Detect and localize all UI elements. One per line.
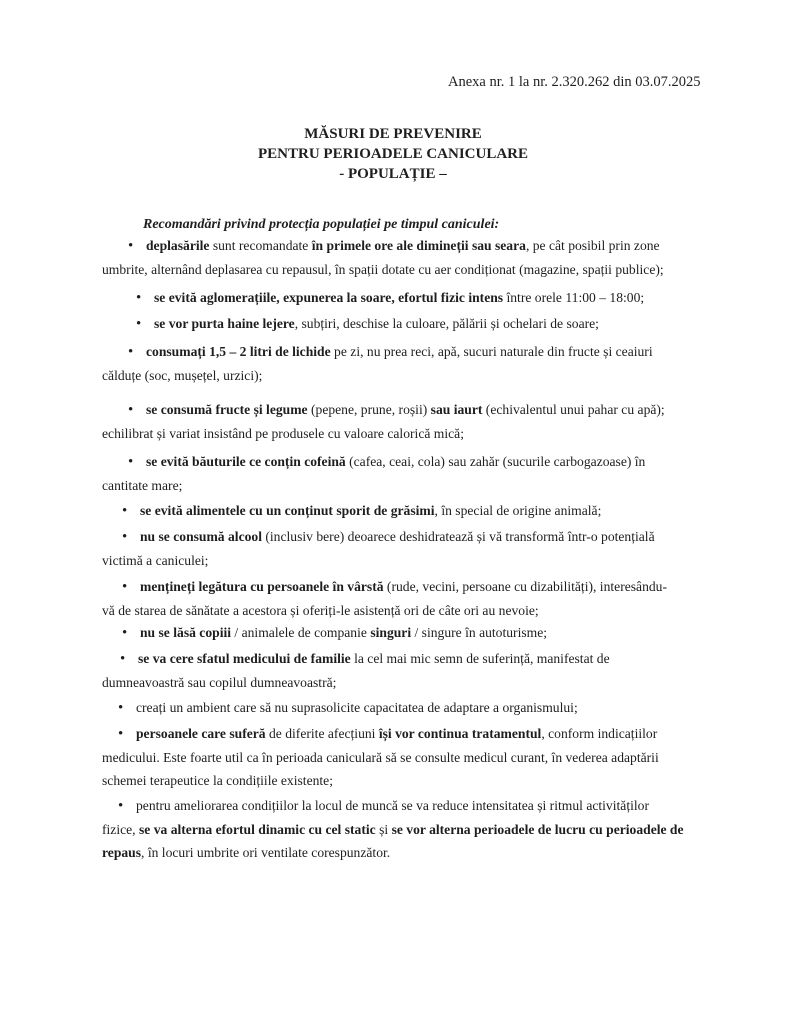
item-line — [0, 841, 684, 864]
recommendation-item — [0, 696, 578, 720]
recommendation-item — [0, 525, 655, 572]
text: umbrite, alternând deplasarea cu repausul, în spații dotate cu aer condiționat (magazine, spații publice); — [102, 262, 664, 277]
bold-text: singuri — [370, 625, 412, 640]
bullet-icon: • — [136, 316, 142, 332]
recommendation-item — [0, 234, 664, 281]
title-line-3: - POPULAȚIE – — [339, 166, 447, 182]
item-line — [0, 794, 684, 818]
bullet-icon: • — [128, 454, 134, 470]
annex-reference: Anexa nr. 1 la nr. 2.320.262 din 03.07.2025 — [448, 74, 701, 90]
bullet-icon: • — [122, 503, 128, 519]
item-line — [0, 671, 610, 694]
recommendation-item — [0, 722, 659, 792]
bold-text: sau iaurt — [430, 402, 483, 417]
text: (pepene, prune, roșii) — [307, 402, 431, 417]
intro-heading: Recomandări privind protecția populației pe timpul caniculei: — [143, 217, 500, 232]
text: , conform indicațiilor — [541, 726, 658, 741]
recommendation-item — [0, 647, 610, 694]
recommendation-item — [0, 312, 599, 336]
text: sunt recomandate — [209, 238, 312, 253]
recommendation-item — [0, 794, 684, 864]
text: / singure în autoturisme; — [411, 625, 548, 640]
recommendation-item — [0, 398, 665, 445]
text: și — [375, 822, 392, 837]
bullet-icon: • — [128, 402, 134, 418]
text: vă de starea de sănătate a acestora și oferiți-le asistență ori de câte ori au nevoie; — [102, 603, 539, 618]
text: / animalele de companie — [231, 625, 371, 640]
item-line — [0, 769, 659, 792]
text: , în special de origine animală; — [434, 503, 602, 518]
bullet-icon: • — [118, 700, 124, 716]
text: , pe cât posibil prin zone — [525, 238, 660, 253]
bold-text: persoanele care suferă — [136, 726, 266, 741]
text: medicului. Este foarte util ca în perioada caniculară să se consulte medicul curant, în vederea adaptării — [102, 750, 659, 765]
item-line — [0, 286, 644, 310]
recommendation-item — [0, 286, 644, 310]
item-line — [0, 575, 667, 599]
item-line — [0, 621, 547, 645]
bullet-icon: • — [122, 625, 128, 641]
item-line — [0, 746, 659, 769]
text: fizice, — [102, 822, 139, 837]
text: dumneavoastră sau copilul dumneavoastră; — [102, 675, 337, 690]
bullet-icon: • — [122, 579, 128, 595]
bold-text: se consumă fructe și legume — [146, 402, 308, 417]
title-line-2: PENTRU PERIOADELE CANICULARE — [257, 146, 529, 162]
bold-text: mențineți legătura cu persoanele în vârstă — [140, 579, 384, 594]
bold-text: se evită băuturile ce conțin cofeină — [146, 454, 346, 469]
text: (echivalentul unui pahar cu apă); — [482, 402, 665, 417]
item-line — [0, 647, 610, 671]
item-line — [0, 549, 655, 572]
item-line — [0, 398, 665, 422]
recommendation-item — [0, 450, 645, 497]
item-line — [0, 599, 667, 622]
item-line — [0, 450, 645, 474]
bold-text: se vor alterna perioadele de lucru cu perioadele de — [391, 822, 684, 837]
recommendation-item — [0, 575, 667, 622]
bold-text: se evită aglomerațiile, expunerea la soare, efortul fizic intens — [154, 290, 504, 305]
item-line — [0, 234, 664, 258]
text: pe zi, nu prea reci, apă, sucuri naturale din fructe și ceaiuri — [330, 344, 653, 359]
recommendation-item — [0, 499, 601, 523]
bullet-icon: • — [128, 344, 134, 360]
bold-text: nu se consumă alcool — [140, 529, 262, 544]
item-line — [0, 696, 578, 720]
bold-text: nu se lăsă copiii — [140, 625, 232, 640]
bold-text: se va cere sfatul medicului de familie — [138, 651, 351, 666]
bullet-icon: • — [122, 529, 128, 545]
recommendation-item — [0, 340, 653, 387]
text: echilibrat și variat insistând pe produsele cu valoare calorică mică; — [102, 426, 464, 441]
text: pentru ameliorarea condițiilor la locul de muncă se va reduce intensitatea și ritmul activităților — [136, 798, 649, 813]
item-line — [0, 818, 684, 841]
title-line-1: MĂSURI DE PREVENIRE — [304, 126, 482, 142]
item-line — [0, 499, 601, 523]
text: creați un ambient care să nu suprasolicite capacitatea de adaptare a organismului; — [136, 700, 578, 715]
bold-text: deplasările — [146, 238, 210, 253]
bold-text: repaus — [102, 845, 142, 860]
text: (cafea, ceai, cola) sau zahăr (sucurile carbogazoase) în — [345, 454, 646, 469]
item-line — [0, 422, 665, 445]
bullet-icon: • — [128, 238, 134, 254]
bullet-icon: • — [120, 651, 126, 667]
recommendation-item — [0, 621, 547, 645]
bullet-icon: • — [136, 290, 142, 306]
bold-text: în primele ore ale dimineții sau seara — [311, 238, 526, 253]
text: (inclusiv bere) deoarece deshidratează și vă transformă într-o potențială — [261, 529, 655, 544]
item-line — [0, 364, 653, 387]
text: victimă a caniculei; — [102, 553, 209, 568]
bold-text: se va alterna efortul dinamic cu cel static — [138, 822, 376, 837]
text: cantitate mare; — [102, 478, 183, 493]
text: , subțiri, deschise la culoare, pălării și ochelari de soare; — [294, 316, 599, 331]
bold-text: își vor continua tratamentul — [378, 726, 542, 741]
item-line — [0, 312, 599, 336]
text: la cel mai mic semn de suferință, manifestat de — [350, 651, 610, 666]
item-line — [0, 525, 655, 549]
bold-text: se evită alimentele cu un conținut sporit de grăsimi — [140, 503, 435, 518]
text: , în locuri umbrite ori ventilate corespunzător. — [141, 845, 391, 860]
text: schemei terapeutice la condițiile existente; — [102, 773, 333, 788]
text: călduțe (soc, mușețel, urzici); — [102, 368, 263, 383]
item-line — [0, 258, 664, 281]
bullet-icon: • — [118, 726, 124, 742]
text: (rude, vecini, persoane cu dizabilități), interesându- — [383, 579, 667, 594]
text: de diferite afecțiuni — [265, 726, 379, 741]
text: între orele 11:00 – 18:00; — [503, 290, 645, 305]
bold-text: se vor purta haine lejere — [154, 316, 295, 331]
bold-text: consumați 1,5 – 2 litri de lichide — [146, 344, 331, 359]
item-line — [0, 722, 659, 746]
bullet-icon: • — [118, 798, 124, 814]
item-line — [0, 340, 653, 364]
item-line — [0, 474, 645, 497]
